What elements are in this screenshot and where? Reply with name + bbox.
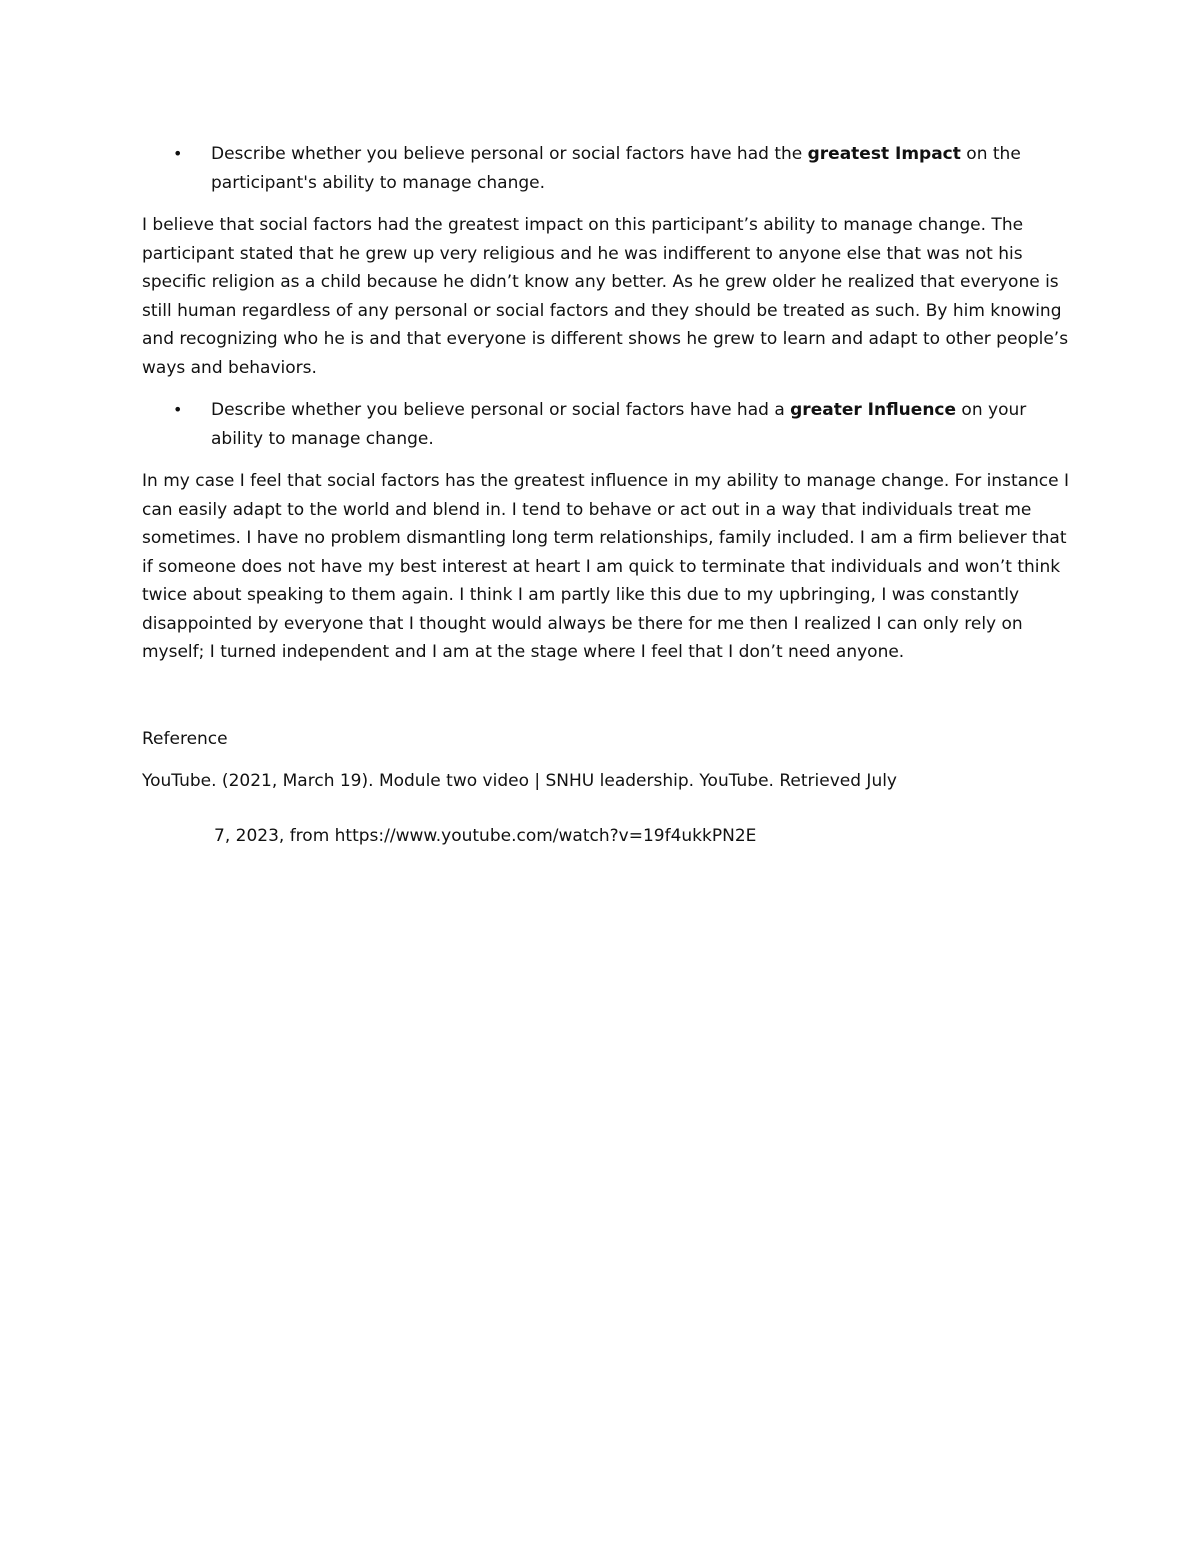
bullet-item-greatest-impact [142,140,1072,197]
bullet-icon: • [173,144,183,163]
reference-entry-line1: YouTube. (2021, March 19). Module two video | SNHU leadership. YouTube. Retrieved July [142,771,897,791]
paragraph-self: In my case I feel that social factors has the greatest influence in my ability to manage change. For instance I can easily adapt to the world and blend in. I tend to behave or act out in a way that individuals treat me sometimes. I have no problem dismantling long term relationships, family included. I am a firm believer that if someone does not have my best interest at heart I am quick to terminate that individuals and won’t think twice about speaking to them again. I think I am partly like this due to my upbringing, I was constantly disappointed by everyone that I thought would always be there for me then I realized I can only rely on myself; I turned independent and I am at the stage where I feel that I don’t need anyone. [142,471,1070,662]
bullet-emphasis: greater Influence [790,400,957,420]
paragraph-participant: I believe that social factors had the greatest impact on this participant’s ability to manage change. The participant stated that he grew up very religious and he was indifferent to anyone else that was not his specific religion as a child because he didn’t know any better. As he grew older he realized that everyone is still human regardless of any personal or social factors and they should be treated as such. By him knowing and recognizing who he is and that everyone is different shows he grew to learn and adapt to other people’s ways and behaviors. [142,215,1069,378]
bullet-text-after: on your ability to manage change. [211,400,1027,449]
bullet-text-before: Describe whether you believe personal or social factors have had the [211,144,808,164]
reference-heading: Reference [142,728,228,749]
bullet-icon: • [173,400,183,419]
bullet-text-before: Describe whether you believe personal or social factors have had a [211,400,791,420]
bullet-emphasis: greatest Impact [807,144,961,164]
reference-entry-line2: 7, 2023, from https://www.youtube.com/watch?v=19f4ukkPN2E [214,825,757,846]
document-body [142,140,1072,850]
bullet-item-greater-influence [142,396,1072,453]
bullet-text-after: on the participant's ability to manage change. [211,144,1021,193]
